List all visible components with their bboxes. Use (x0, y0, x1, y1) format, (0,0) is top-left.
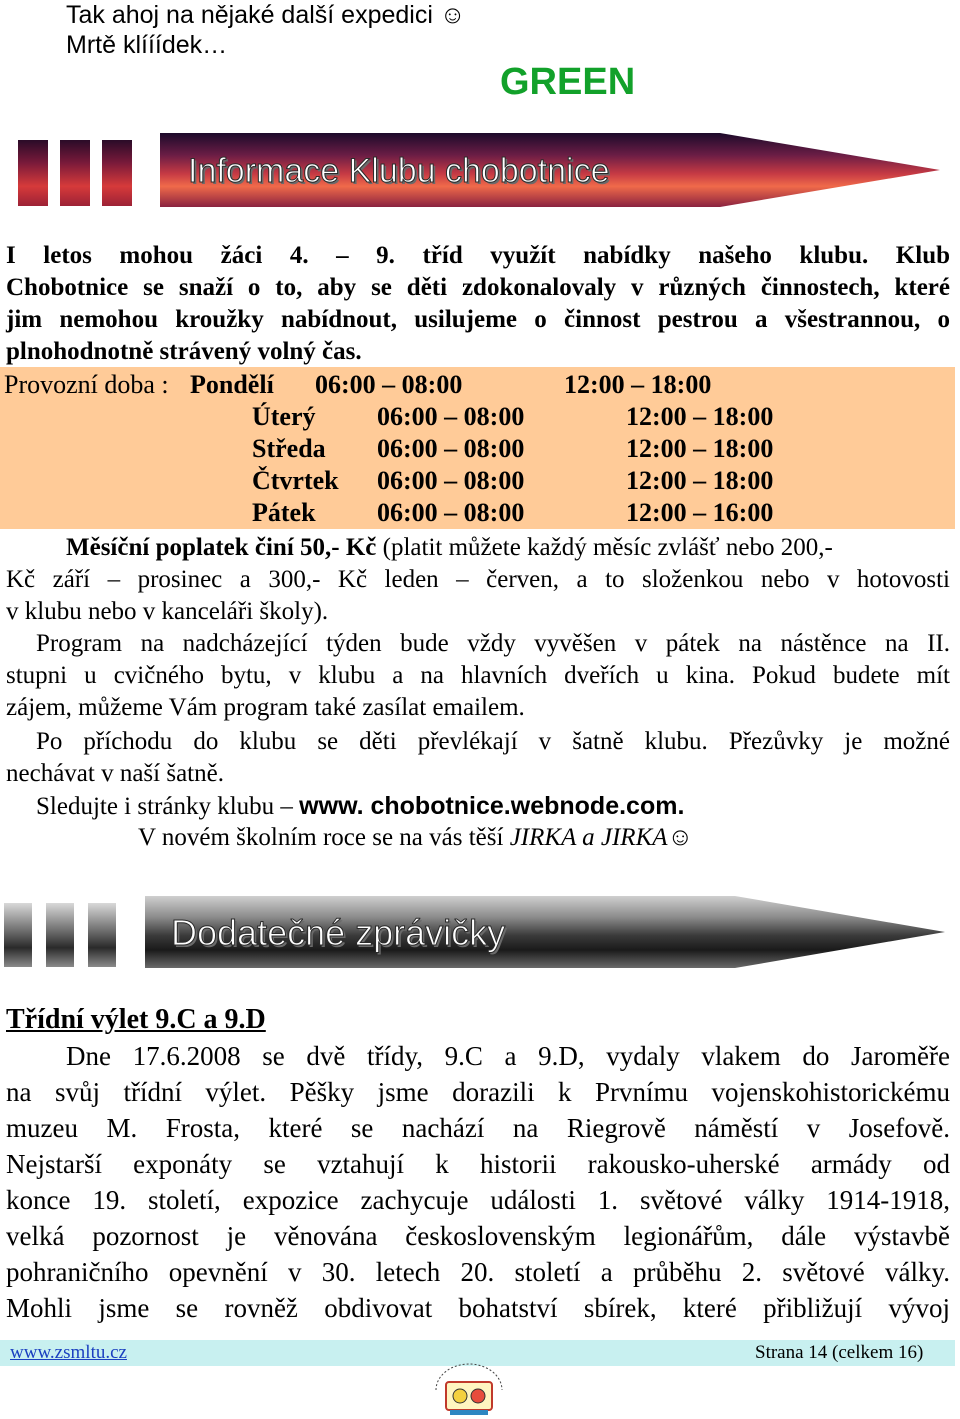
news-banner (145, 896, 945, 968)
banner-square-decoration (88, 903, 116, 967)
trip-line: Dne 17.6.2008 se dvě třídy, 9.C a 9.D, vydaly vlakem do Jaroměře (66, 1041, 950, 1071)
club-website-link[interactable]: www. chobotnice.webnode.com. (299, 792, 685, 820)
school-website-link[interactable]: www.zsmltu.cz (10, 1342, 127, 1363)
closing-line (138, 822, 950, 854)
smiley-icon: ☺ (667, 824, 694, 851)
greeting-line: Tak ahoj na nějaké další expedici ☺ (66, 1, 466, 29)
intro-line: plnohodnotně strávený volný čas. (6, 338, 362, 365)
green-heading: GREEN (500, 61, 636, 103)
schedule-morning: 06:00 – 08:00 (377, 498, 525, 527)
greeting-line-2: Mrtě klííídek… (66, 31, 228, 59)
schedule-day: Čtvrtek (252, 466, 339, 495)
trip-line: velká pozornost je věnována československým legionářům, dále výstavbě (6, 1221, 950, 1251)
banner-square-decoration (18, 140, 48, 206)
schedule-morning: 06:00 – 08:00 (377, 466, 525, 495)
program-line: zájem, můžeme Vám program také zasílat emailem. (6, 694, 525, 721)
schedule-day: Úterý (252, 402, 316, 431)
trip-line: muzeu M. Frosta, které se nachází na Riegrově náměstí v Josefově. (6, 1113, 950, 1143)
fee-line-3: v klubu nebo v kanceláři školy). (6, 598, 329, 625)
schedule-morning: 06:00 – 08:00 (377, 434, 525, 463)
program-line: Program na nadcházející týden bude vždy vyvěšen v pátek na nástěnce na II. (36, 630, 950, 657)
schedule-morning: 06:00 – 08:00 (315, 370, 463, 399)
info-banner (160, 133, 940, 207)
trip-line: konce 19. století, expozice zachycuje události 1. světové války 1914-1918, (6, 1185, 950, 1215)
banner-square-decoration (60, 140, 90, 206)
news-banner-title: Dodatečné zprávičky (171, 912, 506, 953)
schedule-afternoon: 12:00 – 18:00 (626, 466, 774, 495)
website-line (36, 790, 950, 823)
program-line: stupni u cvičného bytu, v klubu a na hlavních dveřích u kina. Pokud budete mít (6, 662, 950, 689)
school-logo-icon (430, 1360, 508, 1418)
schedule-day: Pátek (252, 498, 316, 527)
fee-line (66, 532, 950, 564)
schedule-afternoon: 12:00 – 18:00 (626, 402, 774, 431)
fee-amount: Měsíční poplatek činí 50,- Kč (66, 534, 377, 561)
arrival-line: nechávat v naší šatně. (6, 760, 224, 787)
intro-line: jim nemohou kroužky nabídnout, usilujeme o činnost pestrou a všestrannou, o (6, 306, 950, 333)
page-number: Strana 14 (celkem 16) (755, 1342, 924, 1363)
fee-detail: (platit můžete každý měsíc zvlášť nebo 200,- (376, 534, 833, 561)
fee-line-2: Kč září – prosinec a 300,- Kč leden – červen, a to složenkou nebo v hotovosti (6, 566, 950, 593)
intro-line: Chobotnice se snaží o to, aby se děti zdokonalovaly v různých činnostech, které (6, 274, 950, 301)
info-banner-title: Informace Klubu chobotnice (188, 152, 610, 190)
trip-line: Mohli jsme se rovněž obdivovat bohatství sbírek, které přibližují vývoj (6, 1293, 950, 1323)
website-prefix: Sledujte i stránky klubu – (36, 793, 300, 820)
schedule-afternoon: 12:00 – 16:00 (626, 498, 774, 527)
schedule-afternoon: 12:00 – 18:00 (626, 434, 774, 463)
banner-square-decoration (102, 140, 132, 206)
trip-heading: Třídní výlet 9.C a 9.D (6, 1004, 266, 1035)
intro-line: I letos mohou žáci 4. – 9. tříd využít nabídky našeho klubu. Klub (6, 242, 950, 269)
trip-line: na svůj třídní výlet. Pěšky jsme dorazili k Prvnímu vojenskohistorickému (6, 1077, 950, 1107)
trip-line: pohraničního opevnění v 30. letech 20. století a průběhu 2. světové války. (6, 1257, 950, 1287)
trip-line: Nejstarší exponáty se vztahují k historii rakousko-uherské armády od (6, 1149, 950, 1179)
closing-names: JIRKA a JIRKA (509, 824, 668, 851)
closing-text: V novém školním roce se na vás těší (138, 824, 510, 851)
arrival-line: Po příchodu do klubu se děti převlékají v šatně klubu. Přezůvky je možné (36, 728, 950, 755)
opening-hours-label: Provozní doba : (4, 370, 169, 399)
banner-square-decoration (46, 903, 74, 967)
banner-square-decoration (4, 903, 32, 967)
schedule-afternoon: 12:00 – 18:00 (564, 370, 712, 399)
schedule-day: Středa (252, 434, 326, 463)
schedule-day: Pondělí (190, 370, 274, 399)
schedule-morning: 06:00 – 08:00 (377, 402, 525, 431)
